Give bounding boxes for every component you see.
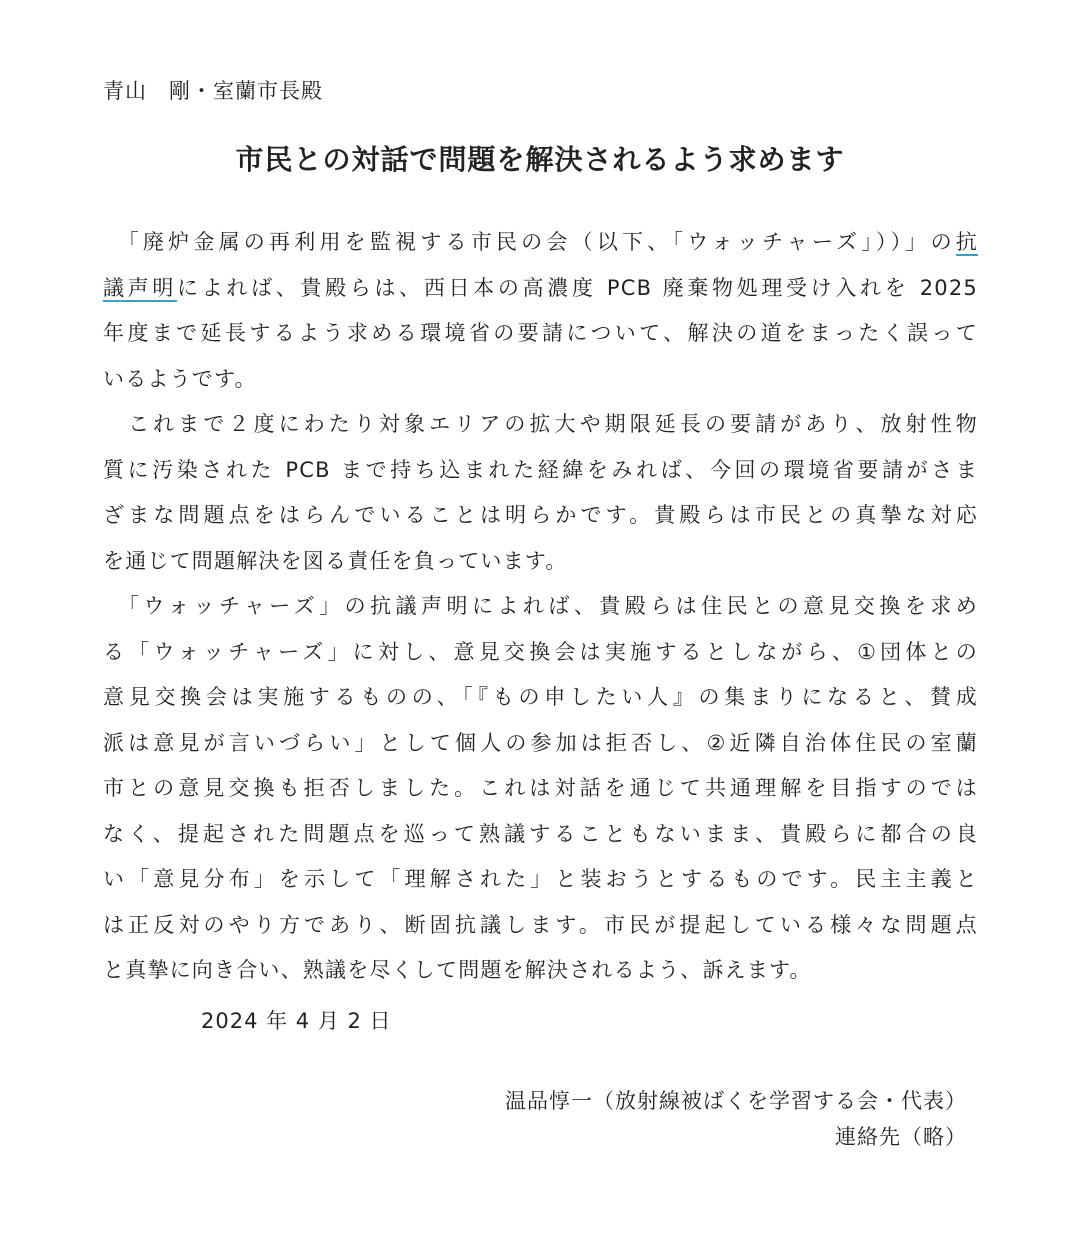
statement-link-part-1[interactable]: 抗 — [955, 230, 978, 254]
paragraph-line: を通じて問題解決を図る責任を負っています。 — [103, 548, 568, 573]
signer: 温品惇一（放射線被ばくを学習する会・代表） — [505, 1089, 967, 1113]
paragraph-text: 「廃炉金属の再利用を監視する市民の会（以下、「ウォッチャーズ」））」の — [103, 230, 956, 254]
paragraph-line: と真摯に向き合い、熟議を尽くして問題を解決されるよう、訴えます。 — [103, 958, 812, 982]
paragraph-1 — [103, 220, 978, 402]
paragraph-text: によれば、貴殿らは、西日本の高濃度 PCB 廃棄物処理受け入れを 2025 — [177, 275, 978, 300]
paragraph-line: これまで２度にわたり対象エリアの拡大や期限延長の要請があり、放射性物 — [103, 412, 978, 436]
paragraph-line: ざまな問題点をはらんでいることは明らかです。貴殿らは市民との真摯な対応 — [103, 503, 978, 527]
letter-date: 2024 年 4 月 2 日 — [201, 1009, 392, 1033]
letter-title: 市民との対話で問題を解決されるよう求めます — [235, 143, 845, 176]
paragraph-line: 年度まで延長するよう求める環境省の要請について、解決の道をまったく誤って — [103, 321, 978, 345]
statement-link-part-2[interactable]: 議声明 — [103, 275, 178, 300]
paragraph-line: る「ウォッチャーズ」に対し、意見交換会は実施するとしながら、①団体との — [103, 639, 978, 664]
paragraph-3 — [103, 584, 978, 994]
paragraph-line — [103, 220, 978, 266]
paragraph-line: 意見交換会は実施するものの、「『もの申したい人』の集まりになると、賛成 — [103, 685, 978, 709]
paragraph-line: 質に汚染された PCB まで持ち込まれた経緯をみれば、今回の環境省要請がさま — [103, 457, 978, 482]
paragraph-line: いるようです。 — [103, 366, 257, 391]
contact-info: 連絡先（略） — [835, 1125, 967, 1149]
paragraph-line: い「意見分布」を示して「理解された」と装おうとするものです。民主主義と — [103, 867, 978, 891]
paragraph-line: 「ウォッチャーズ」の抗議声明によれば、貴殿らは住民との意見交換を求め — [103, 594, 978, 618]
paragraph-line: 派は意見が言いづらい」として個人の参加は拒否し、②近隣自治体住民の室蘭 — [103, 730, 978, 755]
paragraph-line: 市との意見交換も拒否しました。これは対話を通じて共通理解を目指すのでは — [103, 776, 978, 800]
paragraph-line: なく、提起された問題点を巡って熟議することもないまま、貴殿らに都合の良 — [103, 821, 978, 846]
addressee: 青山 剛・室蘭市長殿 — [103, 79, 323, 103]
paragraph-line: は正反対のやり方であり、断固抗議します。市民が提起している様々な問題点 — [103, 912, 978, 937]
paragraph-2 — [103, 402, 978, 584]
paragraph-line — [103, 266, 978, 312]
letter-body — [103, 220, 978, 994]
